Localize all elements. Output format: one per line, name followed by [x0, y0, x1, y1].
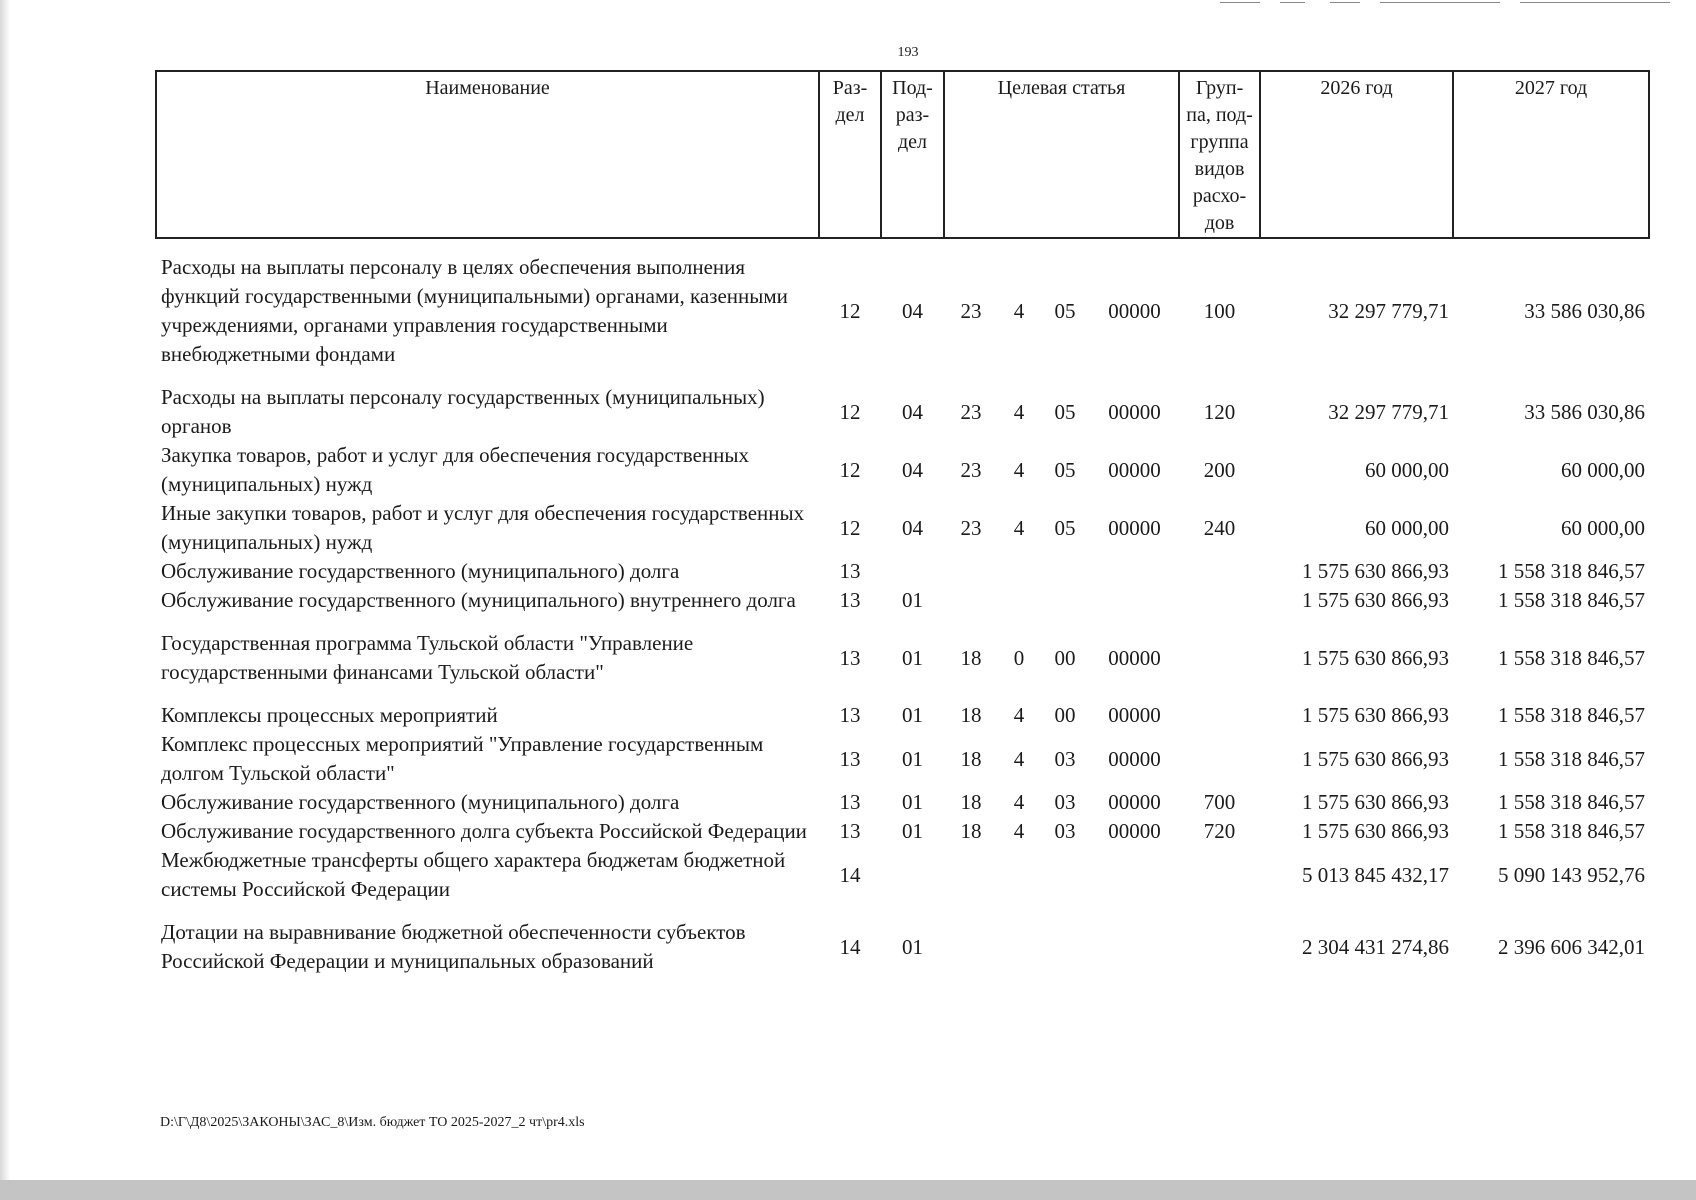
row-target-subdirection — [1040, 918, 1090, 976]
row-target-program: 23 — [960, 298, 982, 323]
row-name: Обслуживание государственного (муниципального) долга — [161, 790, 680, 814]
table-row — [156, 629, 1649, 687]
scan-mark — [1380, 2, 1500, 3]
row-subsection: 01 — [902, 819, 923, 843]
row-target-subdirection: 05 — [1054, 457, 1076, 482]
row-spacer — [156, 238, 1649, 253]
spacer-cell — [156, 687, 1649, 701]
row-name: Государственная программа Тульской области "Управление государственными финансами Тульской области" — [161, 631, 694, 684]
row-target-subdirection: 03 — [1054, 819, 1076, 843]
row-section: 13 — [839, 746, 861, 771]
row-amount-2027: 1 558 318 846,57 — [1498, 746, 1646, 771]
row-target-code: 00000 — [1108, 645, 1161, 670]
row-amount-2027: 60 000,00 — [1561, 457, 1646, 482]
row-target-program: 18 — [960, 703, 982, 727]
row-target-subdirection — [1040, 586, 1090, 615]
row-target-subdirection — [1040, 846, 1090, 904]
row-target-subdirection: 03 — [1054, 790, 1076, 814]
row-name: Комплексы процессных мероприятий — [161, 703, 498, 727]
row-section: 13 — [839, 559, 861, 583]
row-expense-group: 720 — [1203, 819, 1236, 843]
row-amount-2027: 1 558 318 846,57 — [1498, 790, 1646, 814]
row-target-program: 18 — [960, 790, 982, 814]
row-subsection: 04 — [902, 457, 923, 482]
table-row — [156, 383, 1649, 441]
row-target-direction — [998, 846, 1040, 904]
row-spacer — [156, 687, 1649, 701]
table-row — [156, 846, 1649, 904]
row-subsection: 01 — [902, 645, 923, 670]
row-amount-2026: 1 575 630 866,93 — [1302, 559, 1450, 583]
table-row — [156, 918, 1649, 976]
row-expense-group: 700 — [1203, 790, 1236, 814]
table-row — [156, 586, 1649, 615]
row-target-code: 00000 — [1108, 790, 1161, 814]
spacer-cell — [156, 238, 1649, 253]
row-target-direction: 0 — [1013, 645, 1025, 670]
row-target-direction: 4 — [1013, 399, 1025, 424]
row-target-direction: 4 — [1013, 515, 1025, 540]
row-section: 13 — [839, 819, 861, 843]
row-subsection: 04 — [902, 515, 923, 540]
row-name: Расходы на выплаты персоналу государственных (муниципальных) органов — [161, 385, 765, 438]
row-amount-2027: 5 090 143 952,76 — [1498, 862, 1646, 887]
row-spacer — [156, 615, 1649, 629]
row-target-subdirection — [1040, 557, 1090, 586]
row-amount-2027: 1 558 318 846,57 — [1498, 819, 1646, 843]
row-amount-2026: 1 575 630 866,93 — [1302, 746, 1450, 771]
row-target-program: 23 — [960, 515, 982, 540]
row-amount-2027: 1 558 318 846,57 — [1498, 559, 1646, 583]
row-section: 14 — [839, 934, 861, 959]
table-row — [156, 730, 1649, 788]
row-amount-2026: 60 000,00 — [1365, 515, 1450, 540]
row-target-code — [1090, 557, 1179, 586]
header-target-article: Целевая статья — [944, 71, 1179, 238]
row-target-subdirection: 05 — [1054, 399, 1076, 424]
row-target-direction — [998, 557, 1040, 586]
row-target-direction: 4 — [1013, 298, 1025, 323]
header-subsection: Под- раз- дел — [881, 71, 944, 238]
row-amount-2027: 2 396 606 342,01 — [1498, 934, 1646, 959]
row-amount-2026: 1 575 630 866,93 — [1302, 790, 1450, 814]
row-expense-group — [1179, 730, 1260, 788]
row-target-program: 23 — [960, 457, 982, 482]
row-amount-2027: 33 586 030,86 — [1524, 399, 1646, 424]
scan-mark — [1520, 2, 1670, 3]
row-target-direction: 4 — [1013, 703, 1025, 727]
row-target-direction — [998, 918, 1040, 976]
row-amount-2026: 32 297 779,71 — [1328, 298, 1450, 323]
row-name: Комплекс процессных мероприятий "Управление государственным долгом Тульской области" — [161, 732, 764, 785]
row-target-program — [944, 846, 998, 904]
row-target-subdirection: 00 — [1054, 703, 1076, 727]
row-name: Межбюджетные трансферты общего характера бюджетам бюджетной системы Российской Федерации — [161, 848, 786, 901]
row-target-code: 00000 — [1108, 746, 1161, 771]
row-target-direction — [998, 586, 1040, 615]
row-amount-2026: 1 575 630 866,93 — [1302, 588, 1450, 612]
row-target-code — [1090, 918, 1179, 976]
row-expense-group — [1179, 557, 1260, 586]
row-section: 13 — [839, 703, 861, 727]
row-section: 12 — [839, 457, 861, 482]
row-expense-group — [1179, 846, 1260, 904]
row-expense-group: 120 — [1203, 399, 1236, 424]
table-row — [156, 557, 1649, 586]
row-expense-group: 100 — [1203, 298, 1236, 323]
row-expense-group: 240 — [1203, 515, 1236, 540]
row-target-code — [1090, 846, 1179, 904]
scan-mark — [1280, 2, 1305, 3]
table-header-row — [156, 71, 1649, 238]
row-subsection — [881, 846, 944, 904]
row-target-program — [944, 918, 998, 976]
header-year-2027: 2027 год — [1453, 71, 1649, 238]
row-target-direction: 4 — [1013, 457, 1025, 482]
row-subsection: 04 — [902, 399, 923, 424]
row-subsection: 01 — [902, 703, 923, 727]
row-amount-2026: 1 575 630 866,93 — [1302, 703, 1450, 727]
row-name: Дотации на выравнивание бюджетной обеспеченности субъектов Российской Федерации и муниципальных образований — [161, 920, 746, 973]
row-name: Обслуживание государственного (муниципального) долга — [161, 559, 680, 583]
row-spacer — [156, 369, 1649, 383]
row-target-program: 18 — [960, 819, 982, 843]
table-row — [156, 817, 1649, 846]
row-section: 13 — [839, 645, 861, 670]
row-amount-2027: 1 558 318 846,57 — [1498, 645, 1646, 670]
row-amount-2027: 1 558 318 846,57 — [1498, 588, 1646, 612]
row-amount-2026: 60 000,00 — [1365, 457, 1450, 482]
row-target-code: 00000 — [1108, 298, 1161, 323]
spacer-cell — [156, 904, 1649, 918]
row-target-program: 23 — [960, 399, 982, 424]
row-expense-group — [1179, 701, 1260, 730]
row-target-program — [944, 557, 998, 586]
row-name: Иные закупки товаров, работ и услуг для обеспечения государственных (муниципальных) нужд — [161, 501, 805, 554]
row-section: 12 — [839, 298, 861, 323]
row-target-subdirection: 03 — [1054, 746, 1076, 771]
row-subsection — [881, 557, 944, 586]
row-name: Расходы на выплаты персоналу в целях обеспечения выполнения функций государственными (муниципальными) органами, казенными учреждениями, органами управления государственными внебюджетными фондами — [161, 255, 788, 366]
row-section: 12 — [839, 515, 861, 540]
row-subsection: 01 — [902, 934, 923, 959]
row-subsection: 01 — [902, 746, 923, 771]
row-expense-group: 200 — [1203, 457, 1236, 482]
row-target-direction: 4 — [1013, 790, 1025, 814]
page-number: 193 — [897, 45, 919, 60]
row-spacer — [156, 904, 1649, 918]
row-target-code: 00000 — [1108, 399, 1161, 424]
row-target-code: 00000 — [1108, 515, 1161, 540]
spacer-cell — [156, 615, 1649, 629]
row-target-subdirection: 00 — [1054, 645, 1076, 670]
row-target-program: 18 — [960, 746, 982, 771]
row-target-code: 00000 — [1108, 703, 1161, 727]
row-amount-2027: 33 586 030,86 — [1524, 298, 1646, 323]
scan-mark — [1220, 2, 1260, 3]
budget-table — [155, 70, 1650, 976]
scan-mark — [1330, 2, 1360, 3]
row-amount-2027: 60 000,00 — [1561, 515, 1646, 540]
table-body — [156, 238, 1649, 976]
row-subsection: 01 — [902, 588, 923, 612]
row-amount-2026: 2 304 431 274,86 — [1302, 934, 1450, 959]
row-amount-2026: 1 575 630 866,93 — [1302, 645, 1450, 670]
row-target-code: 00000 — [1108, 819, 1161, 843]
header-name: Наименование — [156, 71, 819, 238]
row-expense-group — [1179, 586, 1260, 615]
row-amount-2026: 5 013 845 432,17 — [1302, 862, 1450, 887]
row-amount-2027: 1 558 318 846,57 — [1498, 703, 1646, 727]
row-section: 13 — [839, 790, 861, 814]
row-section: 14 — [839, 862, 861, 887]
row-target-subdirection: 05 — [1054, 515, 1076, 540]
scan-edge — [0, 0, 10, 1180]
row-target-direction: 4 — [1013, 819, 1025, 843]
table-row — [156, 701, 1649, 730]
row-target-code: 00000 — [1108, 457, 1161, 482]
row-target-subdirection: 05 — [1054, 298, 1076, 323]
row-section: 13 — [839, 588, 861, 612]
header-year-2026: 2026 год — [1260, 71, 1453, 238]
table-row — [156, 788, 1649, 817]
row-target-program — [944, 586, 998, 615]
row-expense-group — [1179, 918, 1260, 976]
row-amount-2026: 1 575 630 866,93 — [1302, 819, 1450, 843]
row-amount-2026: 32 297 779,71 — [1328, 399, 1450, 424]
spacer-cell — [156, 369, 1649, 383]
row-expense-group — [1179, 629, 1260, 687]
row-name: Закупка товаров, работ и услуг для обеспечения государственных (муниципальных) нужд — [161, 443, 750, 496]
row-subsection: 04 — [902, 298, 923, 323]
row-target-direction: 4 — [1013, 746, 1025, 771]
table-row — [156, 499, 1649, 557]
row-subsection: 01 — [902, 790, 923, 814]
row-target-program: 18 — [960, 645, 982, 670]
row-name: Обслуживание государственного (муниципального) внутреннего долга — [161, 588, 796, 612]
row-target-code — [1090, 586, 1179, 615]
header-expense-group: Груп- па, под- группа видов расхо- дов — [1179, 71, 1260, 238]
row-section: 12 — [839, 399, 861, 424]
header-section: Раз- дел — [819, 71, 881, 238]
row-name: Обслуживание государственного долга субъекта Российской Федерации — [161, 819, 807, 843]
footer-file-path: D:\Г\Д8\2025\ЗАКОНЫ\ЗАС_8\Изм. бюджет ТО 2025-2027_2 чт\pr4.xls — [160, 1115, 585, 1130]
table-row — [156, 253, 1649, 369]
table-row — [156, 441, 1649, 499]
